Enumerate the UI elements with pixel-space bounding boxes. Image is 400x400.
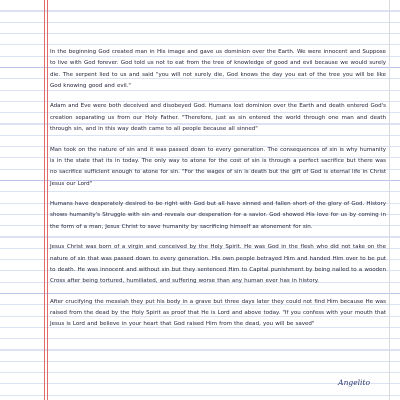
red-margin-line-inner (47, 0, 48, 400)
paragraph-resurrection: After crucifying the messiah they put his body in a grave but three days later they could not find Him because He was raised from the dead by the Holy Spirit as proof that He is Lord and above today. "If you confess with your mouth that Jesus is Lord and believe in your heart that God raised Him from the dead, you will be saved" (50, 298, 386, 328)
paragraph-jesus-christ: Jesus Christ was born of a virgin and conceived by the Holy Spirit. He was God in the flesh who did not take on the nature of sin that was passed down to every generation. His own people betrayed Him and handed Him over to be put to death. He was innocent and without sin but they sentenced Him to Capital punishment by being nailed to a wooden Cross after being tortured, humiliated, and suffering worse than any human ever has in history. (50, 244, 386, 285)
paragraph-creation: In the beginning God created man in His image and gave us dominion over the Earth. We were innocent and Suppose to live with God forever. God told us not to eat from the tree of knowledge of good and evil because we would surely die. The serpent lied to us and said "you will not surely die, God knows the day you eat of the tree you will be like God knowing good and evil." (50, 49, 386, 89)
paragraph-fall: Adam and Eve were both deceived and disobeyed God. Humans lost dominion over the Earth and death entered God's creation separating us from our Holy Father. "Therefore, just as sin entered the world through one man and death through sin, and in this way death came to all people because all sinned" (50, 103, 386, 133)
paragraph-need-for-savior: Humans have desperately desired to be right with God but all have sinned and fallen short of the glory of God. History shows humanity's Struggle with sin and reveals our desperation for a savior. God showed His love for us by coming in the form of a man, Jesus Christ to save humanity by sacrificing himself as atonement for sin. (50, 201, 386, 230)
handwritten-text-block (50, 47, 386, 340)
paper-right-edge (389, 0, 390, 400)
author-signature: Angelito (338, 378, 370, 387)
red-margin-line (44, 0, 45, 400)
paragraph-nature-of-sin: Man took on the nature of sin and it was passed down to every generation. The consequences of sin is why humanity is in the state that its in today. The only way to atone for the cost of sin is through a perfect sacrifice but there was no sacrifice sufficient enough to atone for sin. "For the wages of sin is death but the gift of God is eternal life in Christ Jesus our Lord" (50, 146, 386, 187)
